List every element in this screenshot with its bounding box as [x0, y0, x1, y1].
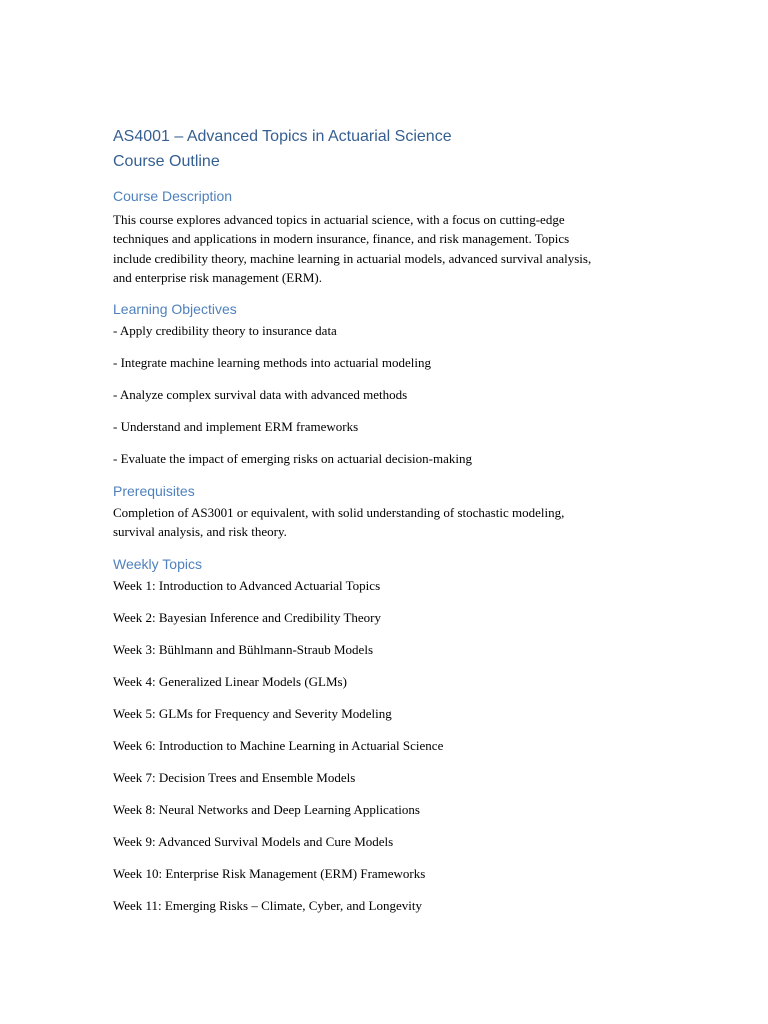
document-page: [113, 124, 673, 918]
course-description-heading: Course Description: [113, 188, 233, 204]
objective-item: - Apply credibility theory to insurance data: [113, 323, 337, 339]
course-description-section: [113, 186, 673, 287]
course-description-line: This course explores advanced topics in actuarial science, with a focus on cutting-edge: [113, 212, 565, 227]
prerequisites-line: survival analysis, and risk theory.: [113, 524, 287, 540]
week-item: Week 3: Bühlmann and Bühlmann-Straub Models: [113, 641, 373, 657]
week-item: Week 5: GLMs for Frequency and Severity Modeling: [113, 705, 392, 721]
prerequisites-line: Completion of AS3001 or equivalent, with solid understanding of stochastic modeling,: [113, 505, 565, 521]
week-item: Week 7: Decision Trees and Ensemble Models: [113, 769, 356, 785]
document-title: AS4001 – Advanced Topics in Actuarial Science: [113, 128, 452, 145]
week-item: Week 11: Emerging Risks – Climate, Cyber, and Longevity: [113, 897, 422, 913]
course-description-line: and enterprise risk management (ERM).: [113, 269, 323, 285]
learning-objectives-heading: Learning Objectives: [113, 301, 237, 318]
document-subtitle: Course Outline: [113, 153, 220, 170]
week-item: Week 10: Enterprise Risk Management (ERM) Frameworks: [113, 865, 426, 881]
objective-item: - Integrate machine learning methods into actuarial modeling: [113, 355, 432, 371]
week-item: Week 1: Introduction to Advanced Actuarial Topics: [113, 577, 381, 593]
course-description-line: include credibility theory, machine learning in actuarial models, advanced survival analysis,: [113, 250, 592, 266]
learning-objectives-section: [113, 299, 673, 471]
week-item: Week 9: Advanced Survival Models and Cure Models: [113, 833, 394, 849]
course-description-line: techniques and applications in modern insurance, finance, and risk management. Topics: [113, 231, 570, 247]
week-item: Week 2: Bayesian Inference and Credibility Theory: [113, 609, 382, 625]
prerequisites-section: [113, 481, 673, 542]
week-item: Week 4: Generalized Linear Models (GLMs): [113, 673, 347, 689]
week-item: Week 6: Introduction to Machine Learning in Actuarial Science: [113, 737, 444, 753]
weekly-topics-heading: Weekly Topics: [113, 555, 202, 572]
prerequisites-heading: Prerequisites: [113, 483, 195, 500]
objective-item: - Evaluate the impact of emerging risks on actuarial decision-making: [113, 451, 472, 467]
objective-item: - Understand and implement ERM frameworks: [113, 419, 359, 435]
weekly-topics-section: [113, 554, 673, 918]
objective-item: - Analyze complex survival data with advanced methods: [113, 387, 408, 403]
week-item: Week 8: Neural Networks and Deep Learning Applications: [113, 801, 420, 817]
